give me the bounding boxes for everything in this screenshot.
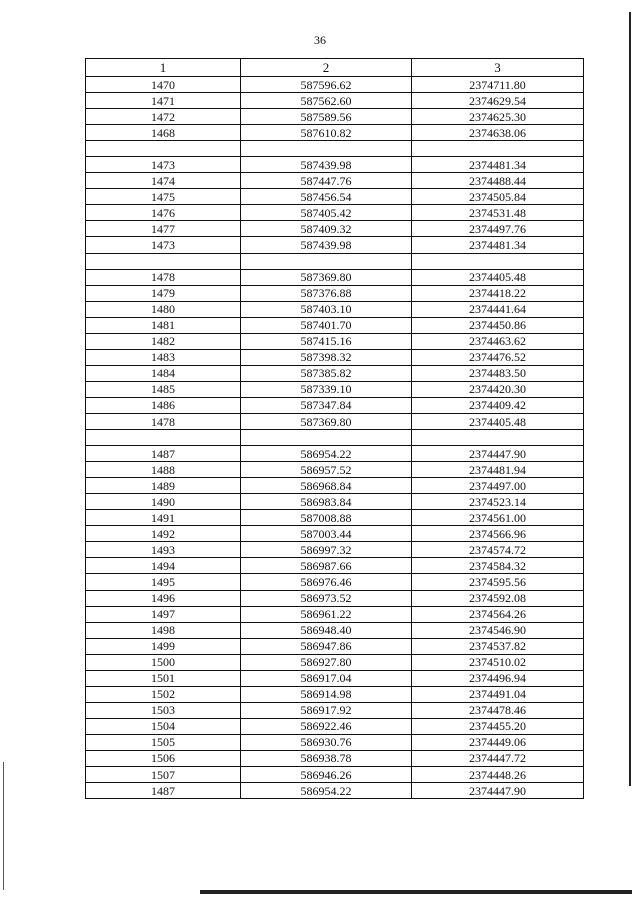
table-row [86,686,584,702]
table-row [86,125,584,141]
cell-point-number: 1485 [86,381,241,397]
cell-x-coordinate: 586948.40 [241,622,412,638]
cell-x-coordinate [241,253,412,269]
cell-point-number: 1478 [86,269,241,285]
cell-x-coordinate: 587369.80 [241,269,412,285]
cell-point-number: 1494 [86,558,241,574]
table-row [86,702,584,718]
table-row [86,767,584,783]
cell-x-coordinate: 586917.04 [241,670,412,686]
cell-point-number: 1484 [86,365,241,381]
cell-x-coordinate: 586922.46 [241,718,412,734]
table-row [86,397,584,413]
column-header-x: 2 [241,59,412,77]
cell-x-coordinate: 586927.80 [241,654,412,670]
table-body [86,77,584,799]
cell-point-number [86,430,241,446]
table-row [86,734,584,750]
cell-point-number: 1507 [86,767,241,783]
table-row [86,478,584,494]
cell-point-number: 1478 [86,413,241,429]
cell-y-coordinate: 2374496.94 [412,670,584,686]
table-row [86,606,584,622]
cell-y-coordinate: 2374584.32 [412,558,584,574]
cell-x-coordinate: 586914.98 [241,686,412,702]
cell-y-coordinate: 2374447.90 [412,446,584,462]
cell-y-coordinate: 2374497.76 [412,221,584,237]
cell-x-coordinate: 587415.16 [241,333,412,349]
table-row [86,542,584,558]
table-row [86,269,584,285]
cell-x-coordinate: 587401.70 [241,317,412,333]
cell-point-number: 1468 [86,125,241,141]
table-row [86,462,584,478]
cell-y-coordinate [412,141,584,157]
table-row [86,574,584,590]
cell-y-coordinate: 2374409.42 [412,397,584,413]
cell-y-coordinate: 2374420.30 [412,381,584,397]
cell-point-number: 1476 [86,205,241,221]
table-row [86,381,584,397]
table-row [86,526,584,542]
table-row [86,510,584,526]
cell-x-coordinate: 586976.46 [241,574,412,590]
cell-point-number: 1505 [86,734,241,750]
cell-point-number: 1470 [86,77,241,93]
cell-y-coordinate [412,430,584,446]
cell-y-coordinate: 2374481.94 [412,462,584,478]
cell-point-number: 1496 [86,590,241,606]
cell-y-coordinate: 2374625.30 [412,109,584,125]
table-row [86,157,584,173]
cell-y-coordinate: 2374478.46 [412,702,584,718]
table-row [86,413,584,429]
table-row [86,237,584,253]
cell-x-coordinate: 586917.92 [241,702,412,718]
table-row [86,446,584,462]
scan-edge-left [3,762,4,890]
cell-point-number: 1483 [86,349,241,365]
cell-point-number: 1497 [86,606,241,622]
cell-point-number: 1477 [86,221,241,237]
cell-point-number: 1489 [86,478,241,494]
cell-x-coordinate: 587003.44 [241,526,412,542]
cell-y-coordinate: 2374447.90 [412,783,584,799]
cell-y-coordinate: 2374711.80 [412,77,584,93]
cell-x-coordinate: 587376.88 [241,285,412,301]
cell-point-number: 1495 [86,574,241,590]
cell-y-coordinate: 2374531.48 [412,205,584,221]
table-row [86,109,584,125]
column-header-point: 1 [86,59,241,77]
cell-y-coordinate: 2374476.52 [412,349,584,365]
cell-y-coordinate: 2374405.48 [412,269,584,285]
cell-y-coordinate: 2374441.64 [412,301,584,317]
cell-x-coordinate: 586961.22 [241,606,412,622]
cell-x-coordinate: 586968.84 [241,478,412,494]
cell-x-coordinate: 586930.76 [241,734,412,750]
cell-y-coordinate: 2374481.34 [412,157,584,173]
cell-x-coordinate: 587439.98 [241,157,412,173]
cell-point-number: 1487 [86,446,241,462]
cell-y-coordinate: 2374455.20 [412,718,584,734]
cell-x-coordinate: 587596.62 [241,77,412,93]
column-header-y: 3 [412,59,584,77]
table-row [86,558,584,574]
cell-point-number: 1492 [86,526,241,542]
cell-y-coordinate: 2374546.90 [412,622,584,638]
cell-point-number: 1501 [86,670,241,686]
cell-y-coordinate: 2374448.26 [412,767,584,783]
cell-point-number: 1502 [86,686,241,702]
cell-x-coordinate: 587403.10 [241,301,412,317]
cell-x-coordinate: 586938.78 [241,750,412,766]
cell-x-coordinate: 587562.60 [241,93,412,109]
table-row [86,141,584,157]
cell-y-coordinate: 2374483.50 [412,365,584,381]
cell-y-coordinate: 2374561.00 [412,510,584,526]
cell-x-coordinate: 586946.26 [241,767,412,783]
cell-y-coordinate: 2374595.56 [412,574,584,590]
scan-edge-bottom [200,890,632,894]
cell-x-coordinate: 587398.32 [241,349,412,365]
cell-point-number: 1506 [86,750,241,766]
table-row [86,654,584,670]
cell-x-coordinate: 587385.82 [241,365,412,381]
cell-point-number: 1473 [86,157,241,173]
table-row [86,189,584,205]
cell-point-number: 1490 [86,494,241,510]
cell-point-number: 1474 [86,173,241,189]
cell-point-number: 1503 [86,702,241,718]
table-row [86,205,584,221]
table-row [86,622,584,638]
cell-y-coordinate: 2374449.06 [412,734,584,750]
cell-point-number: 1471 [86,93,241,109]
table-row [86,253,584,269]
table-row [86,783,584,799]
cell-point-number: 1504 [86,718,241,734]
cell-x-coordinate [241,430,412,446]
cell-x-coordinate: 586954.22 [241,783,412,799]
cell-x-coordinate: 586983.84 [241,494,412,510]
cell-x-coordinate: 586973.52 [241,590,412,606]
table-row [86,750,584,766]
cell-y-coordinate: 2374450.86 [412,317,584,333]
cell-point-number: 1472 [86,109,241,125]
page-number: 36 [314,33,326,47]
cell-point-number: 1488 [86,462,241,478]
table-row [86,93,584,109]
table-row [86,221,584,237]
cell-point-number: 1480 [86,301,241,317]
cell-point-number: 1475 [86,189,241,205]
cell-point-number [86,253,241,269]
cell-x-coordinate: 587447.76 [241,173,412,189]
table-row [86,77,584,93]
cell-x-coordinate: 587456.54 [241,189,412,205]
cell-point-number: 1493 [86,542,241,558]
cell-point-number: 1487 [86,783,241,799]
cell-x-coordinate: 587409.32 [241,221,412,237]
cell-x-coordinate [241,141,412,157]
cell-y-coordinate: 2374629.54 [412,93,584,109]
cell-point-number: 1486 [86,397,241,413]
table-row [86,670,584,686]
cell-y-coordinate: 2374491.04 [412,686,584,702]
cell-x-coordinate: 587589.56 [241,109,412,125]
cell-point-number: 1491 [86,510,241,526]
cell-y-coordinate: 2374510.02 [412,654,584,670]
cell-x-coordinate: 587610.82 [241,125,412,141]
table-row [86,638,584,654]
cell-y-coordinate: 2374566.96 [412,526,584,542]
coordinates-table [85,58,584,799]
cell-y-coordinate: 2374463.62 [412,333,584,349]
cell-x-coordinate: 587369.80 [241,413,412,429]
cell-y-coordinate: 2374574.72 [412,542,584,558]
cell-x-coordinate: 587439.98 [241,237,412,253]
table-row [86,590,584,606]
cell-x-coordinate: 586957.52 [241,462,412,478]
cell-y-coordinate: 2374418.22 [412,285,584,301]
table-row [86,285,584,301]
cell-x-coordinate: 586947.86 [241,638,412,654]
table-row [86,173,584,189]
cell-y-coordinate: 2374405.48 [412,413,584,429]
table-row [86,718,584,734]
table-row [86,494,584,510]
cell-y-coordinate: 2374537.82 [412,638,584,654]
scan-edge-right [629,12,631,786]
table-row [86,333,584,349]
cell-y-coordinate: 2374481.34 [412,237,584,253]
cell-point-number: 1482 [86,333,241,349]
cell-y-coordinate: 2374523.14 [412,494,584,510]
cell-point-number: 1500 [86,654,241,670]
cell-point-number: 1479 [86,285,241,301]
cell-y-coordinate: 2374505.84 [412,189,584,205]
cell-y-coordinate: 2374488.44 [412,173,584,189]
table-row [86,365,584,381]
cell-point-number: 1498 [86,622,241,638]
table-header-row [86,59,584,77]
cell-y-coordinate: 2374638.06 [412,125,584,141]
cell-x-coordinate: 587347.84 [241,397,412,413]
cell-y-coordinate: 2374497.00 [412,478,584,494]
cell-y-coordinate: 2374447.72 [412,750,584,766]
cell-point-number [86,141,241,157]
table-row [86,301,584,317]
cell-x-coordinate: 586954.22 [241,446,412,462]
cell-point-number: 1473 [86,237,241,253]
cell-x-coordinate: 587339.10 [241,381,412,397]
cell-point-number: 1499 [86,638,241,654]
cell-point-number: 1481 [86,317,241,333]
cell-x-coordinate: 586987.66 [241,558,412,574]
table-row [86,317,584,333]
cell-y-coordinate: 2374592.08 [412,590,584,606]
cell-x-coordinate: 587008.88 [241,510,412,526]
table-row [86,430,584,446]
table-row [86,349,584,365]
cell-y-coordinate [412,253,584,269]
cell-x-coordinate: 586997.32 [241,542,412,558]
cell-y-coordinate: 2374564.26 [412,606,584,622]
cell-x-coordinate: 587405.42 [241,205,412,221]
